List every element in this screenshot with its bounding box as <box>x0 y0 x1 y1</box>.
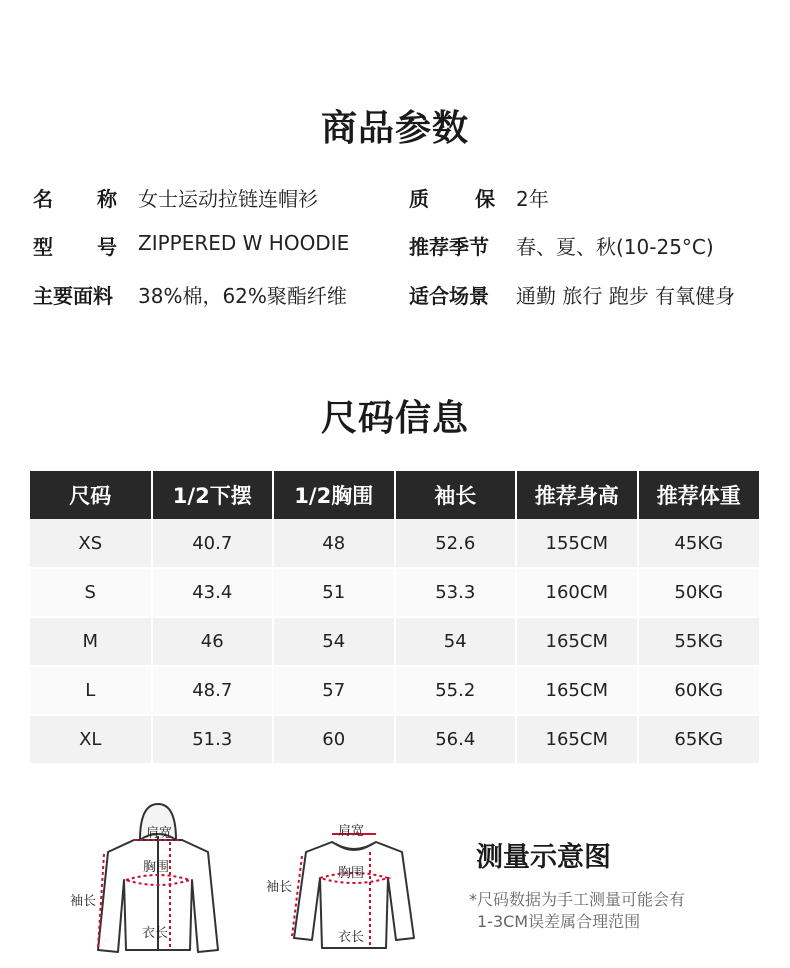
table-cell: 160CM <box>516 568 638 617</box>
table-cell: 65KG <box>638 715 760 764</box>
param-label <box>33 183 117 212</box>
table-row <box>30 715 759 764</box>
measure-title: 测量示意图 <box>476 842 611 873</box>
header-cell: 1/2胸围 <box>273 471 395 519</box>
hoodie-sleeve-label: 袖长 <box>70 894 97 909</box>
param-value: ZIPPERED W HOODIE <box>138 231 350 255</box>
header-cell: 1/2下摆 <box>152 471 274 519</box>
table-cell: 60KG <box>638 666 760 715</box>
size-title: 尺码信息 <box>320 398 469 439</box>
table-cell: XS <box>30 519 152 568</box>
param-label <box>33 231 117 260</box>
table-cell: 46 <box>152 617 274 666</box>
table-cell: 54 <box>273 617 395 666</box>
table-cell: 55KG <box>638 617 760 666</box>
table-cell: 53.3 <box>395 568 517 617</box>
header-cell: 推荐身高 <box>516 471 638 519</box>
table-cell: L <box>30 666 152 715</box>
param-value: 2年 <box>516 187 549 211</box>
measure-note-line: 1-3CM误差属合理范围 <box>477 912 641 931</box>
param-label <box>33 280 117 309</box>
table-cell: XL <box>30 715 152 764</box>
table-cell: 48.7 <box>152 666 274 715</box>
table-row <box>30 617 759 666</box>
table-cell: 55.2 <box>395 666 517 715</box>
table-cell: 165CM <box>516 715 638 764</box>
table-cell: 43.4 <box>152 568 274 617</box>
table-cell: 56.4 <box>395 715 517 764</box>
tee-sleeve-label: 袖长 <box>266 880 293 895</box>
param-label <box>409 231 495 260</box>
measure-note-line: *尺码数据为手工测量可能会有 <box>469 890 686 909</box>
param-value: 女士运动拉链连帽衫 <box>138 187 318 211</box>
param-value: 38%棉，62%聚酯纤维 <box>138 284 347 308</box>
param-label-text: 主要面料 <box>33 284 113 308</box>
table-cell: 40.7 <box>152 519 274 568</box>
table-row <box>30 519 759 568</box>
size-table <box>30 471 759 765</box>
measure-note <box>469 889 685 933</box>
tee-diagram <box>262 812 442 960</box>
table-cell: 155CM <box>516 519 638 568</box>
size-table-header <box>30 471 759 519</box>
hoodie-shoulder-label: 肩宽 <box>146 826 173 841</box>
table-cell: S <box>30 568 152 617</box>
tee-chest-label: 胸围 <box>338 866 365 881</box>
param-label <box>409 183 495 212</box>
header-cell: 推荐体重 <box>638 471 760 519</box>
param-label-char: 名 <box>33 187 53 211</box>
table-cell: 51.3 <box>152 715 274 764</box>
param-label-text: 适合场景 <box>409 284 489 308</box>
table-cell: 60 <box>273 715 395 764</box>
param-label-char: 号 <box>97 235 117 259</box>
tee-shoulder-label: 肩宽 <box>338 824 365 839</box>
header-cell: 袖长 <box>395 471 517 519</box>
param-label-text: 推荐季节 <box>409 235 489 259</box>
hoodie-length-label: 衣长 <box>142 926 169 941</box>
params-title: 商品参数 <box>320 108 469 149</box>
hoodie-chest-label: 胸围 <box>143 860 170 875</box>
param-label <box>409 280 495 309</box>
table-cell: 165CM <box>516 617 638 666</box>
table-cell: 57 <box>273 666 395 715</box>
param-label-char: 保 <box>475 187 495 211</box>
table-cell: 54 <box>395 617 517 666</box>
table-cell: 50KG <box>638 568 760 617</box>
table-cell: 48 <box>273 519 395 568</box>
param-label-char: 型 <box>33 235 53 259</box>
tee-length-label: 衣长 <box>338 930 365 945</box>
hoodie-diagram <box>68 800 248 960</box>
table-cell: M <box>30 617 152 666</box>
param-value: 通勤 旅行 跑步 有氧健身 <box>516 284 736 308</box>
param-value: 春、夏、秋(10-25°C) <box>516 235 714 259</box>
table-row <box>30 666 759 715</box>
table-cell: 51 <box>273 568 395 617</box>
header-cell: 尺码 <box>30 471 152 519</box>
param-label-char: 质 <box>409 187 429 211</box>
table-row <box>30 568 759 617</box>
table-cell: 45KG <box>638 519 760 568</box>
table-cell: 165CM <box>516 666 638 715</box>
param-label-char: 称 <box>97 187 117 211</box>
table-cell: 52.6 <box>395 519 517 568</box>
